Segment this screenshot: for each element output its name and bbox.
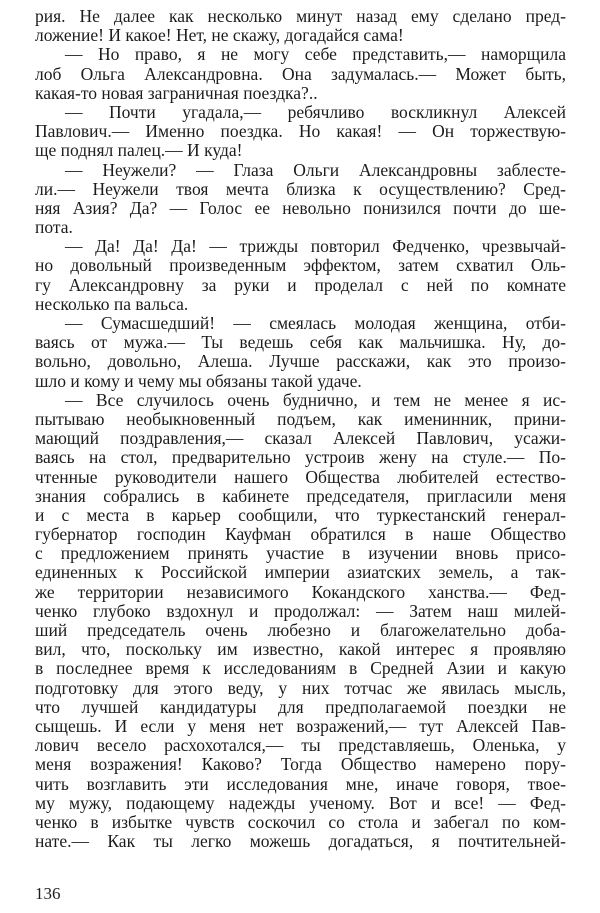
page-body-text	[35, 7, 566, 851]
text-line: — Сумасшедший! — смеялась молодая женщина, отби-	[65, 314, 566, 333]
text-line: пота.	[35, 218, 73, 238]
text-line: что лучшей кандидатуры для предполагаемой поездки не	[35, 697, 566, 717]
text-line: чтенные руководители нашего Общества любителей естество-	[35, 467, 566, 487]
text-line: рия. Не далее как несколько минут назад ему сделано пред-	[35, 7, 566, 26]
text-line: но довольный произведенным эффектом, затем схватил Оль-	[35, 256, 566, 276]
text-line: ший председатель очень любезно и благожелательно доба-	[35, 621, 566, 640]
text-line: ще поднял палец.— И куда!	[35, 141, 243, 161]
text-line: — Почти угадала,— ребячливо воскликнул Алексей	[65, 102, 566, 122]
page-number: 136	[35, 884, 61, 903]
text-line: вольно, довольно, Алеша. Лучше расскажи, как это произо-	[35, 352, 566, 372]
text-line: ложение! И какое! Нет, не скажу, догадайся сама!	[35, 26, 404, 46]
text-line: в последнее время к исследованиям в Средней Азии и какую	[35, 659, 566, 679]
text-line: нате.— Как ты легко можешь догадаться, я почтительней-	[35, 832, 566, 852]
text-line: гу Александровну за руки и проделал с ней по комнате	[35, 275, 566, 295]
text-line: же территории независимого Кокандского ханства.— Фед-	[35, 582, 566, 602]
text-line: — Да! Да! Да! — трижды повторил Федченко, чрезвычай-	[65, 237, 566, 257]
text-line: ченко в избытке чувств соскочил со стола и забегал по ком-	[35, 812, 566, 832]
text-line: пытываю необыкновенный подъем, как именинник, прини-	[35, 409, 566, 429]
text-line: ваясь на стол, предварительно устроив жену на стуле.— По-	[35, 448, 566, 468]
text-line: му мужу, подающему надежды ученому. Вот и все! — Фед-	[35, 793, 566, 813]
text-line: чить возглавить эти исследования мне, иначе говоря, твое-	[35, 774, 566, 794]
text-line: меня возражения! Каково? Тогда Общество намерено пору-	[35, 755, 566, 775]
text-line: с предложением принять участие в изучении вновь присо-	[35, 544, 566, 564]
text-line: ли.— Неужели твоя мечта близка к осуществлению? Сред-	[35, 179, 566, 199]
text-line: сыщешь. И если у меня нет возражений,— тут Алексей Пав-	[35, 716, 566, 736]
text-line: ченко глубоко вздохнул и продолжал: — Затем наш милей-	[35, 601, 566, 621]
text-line: и с места в карьер сообщили, что туркестанский генерал-	[35, 505, 566, 525]
text-line: — Но право, я не могу себе представить,— наморщила	[65, 45, 566, 65]
text-line: Павлович.— Именно поездка. Но какая! — Он торжествую-	[35, 122, 566, 142]
text-line: лович весело расхохотался,— ты представляешь, Оленька, у	[35, 736, 566, 756]
text-line: единенных к Российской империи азиатских земель, а так-	[35, 563, 566, 583]
text-line: шло и кому и чему мы обязаны такой удаче.	[35, 371, 362, 391]
text-line: несколько па вальса.	[35, 294, 189, 314]
text-line: мающий поздравления,— сказал Алексей Павлович, усажи-	[35, 429, 566, 449]
text-line: губернатор господин Кауфман обратился в наше Общество	[35, 525, 566, 545]
text-line: — Все случилось очень буднично, и тем не менее я ис-	[65, 390, 566, 410]
text-line: вил, что, поскольку им известно, какой интерес я проявляю	[35, 640, 566, 660]
text-line: знания собрались в кабинете председателя, пригласили меня	[35, 486, 566, 506]
text-line: — Неужели? — Глаза Ольги Александровны заблесте-	[65, 160, 566, 180]
text-line: лоб Ольга Александровна. Она задумалась.— Может быть,	[35, 64, 566, 84]
text-line: ваясь от мужа.— Ты ведешь себя как мальчишка. Ну, до-	[35, 333, 566, 353]
text-line: какая-то новая заграничная поездка?..	[35, 83, 318, 103]
text-line: подготовку для этого веду, у них тотчас же явилась мысль,	[35, 678, 566, 698]
text-line: няя Азия? Да? — Голос ее невольно понизился почти до ше-	[35, 198, 566, 218]
